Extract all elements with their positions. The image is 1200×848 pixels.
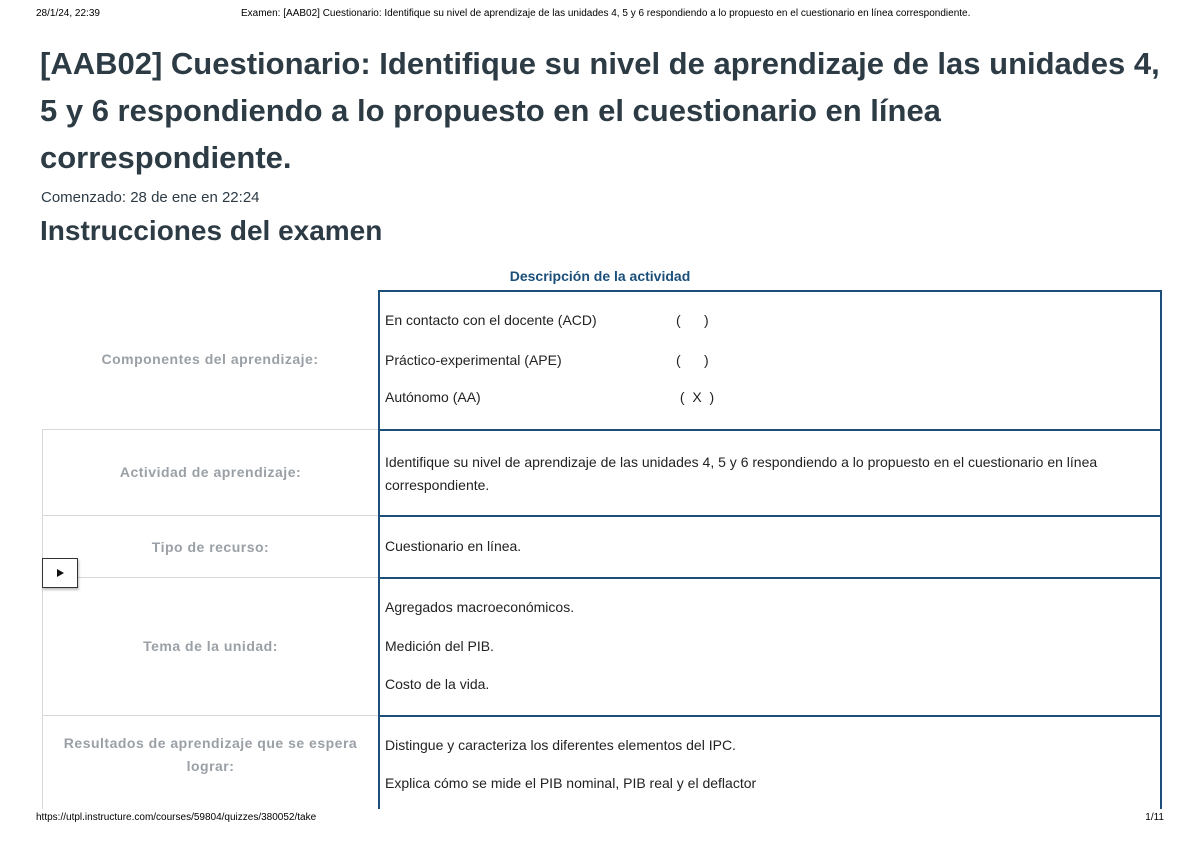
started-timestamp: Comenzado: 28 de ene en 22:24 <box>41 189 260 206</box>
print-date: 28/1/24, 22:39 <box>36 8 100 19</box>
print-header <box>36 8 1164 22</box>
activity-description-table <box>42 290 1162 809</box>
page-url: https://utpl.instructure.com/courses/59804/quizzes/380052/take <box>36 812 317 823</box>
topic-value <box>378 577 1162 715</box>
component-aa: Autónomo (AA) <box>385 389 481 405</box>
table-row-topic <box>42 577 1162 715</box>
play-icon <box>57 569 64 577</box>
component-ape: Práctico-experimental (APE) <box>385 352 562 368</box>
activity-value <box>378 429 1162 515</box>
activity-text: Identifique su nivel de aprendizaje de las unidades 4, 5 y 6 respondiendo a lo propuesto en el cuestionario en línea correspondiente. <box>385 454 1098 493</box>
results-label: Resultados de aprendizaje que se espera lograr: <box>42 715 378 809</box>
resource-value <box>378 515 1162 577</box>
activity-table-caption: Descripción de la actividad <box>509 268 691 284</box>
table-row-components <box>42 290 1162 429</box>
components-value <box>378 290 1162 429</box>
components-label: Componentes del aprendizaje: <box>101 351 319 367</box>
result-item: Distingue y caracteriza los diferentes elementos del IPC. <box>385 737 736 753</box>
results-value <box>378 715 1162 809</box>
topic-item: Agregados macroeconómicos. <box>385 599 575 615</box>
component-aa-mark: ( X ) <box>676 389 715 405</box>
table-row-activity <box>42 429 1162 515</box>
result-item: Explica cómo se mide el PIB nominal, PIB real y el deflactor <box>385 775 757 791</box>
resource-label: Tipo de recurso: <box>42 515 378 577</box>
component-acd: En contacto con el docente (ACD) <box>385 312 597 328</box>
component-acd-mark: ( ) <box>676 312 709 328</box>
print-footer <box>36 812 1164 826</box>
table-row-results <box>42 715 1162 809</box>
topic-item: Costo de la vida. <box>385 676 490 692</box>
topic-label: Tema de la unidad: <box>42 577 378 715</box>
instructions-heading: Instrucciones del examen <box>40 215 383 246</box>
activity-label: Actividad de aprendizaje: <box>42 429 378 515</box>
resource-text: Cuestionario en línea. <box>385 538 522 554</box>
page-number: 1/11 <box>1145 812 1164 823</box>
topic-item: Medición del PIB. <box>385 638 494 654</box>
quiz-title: [AAB02] Cuestionario: Identifique su nivel de aprendizaje de las unidades 4, 5 y 6 respondiendo a lo propuesto en el cuestionario en línea correspondiente. <box>40 46 1160 175</box>
component-ape-mark: ( ) <box>676 352 709 368</box>
table-row-resource <box>42 515 1162 577</box>
print-page-title: Examen: [AAB02] Cuestionario: Identifique su nivel de aprendizaje de las unidades 4, 5 y 6 respondiendo a lo propuesto en el cuestionario en línea correspondiente. <box>241 8 971 19</box>
play-button[interactable] <box>42 558 78 588</box>
